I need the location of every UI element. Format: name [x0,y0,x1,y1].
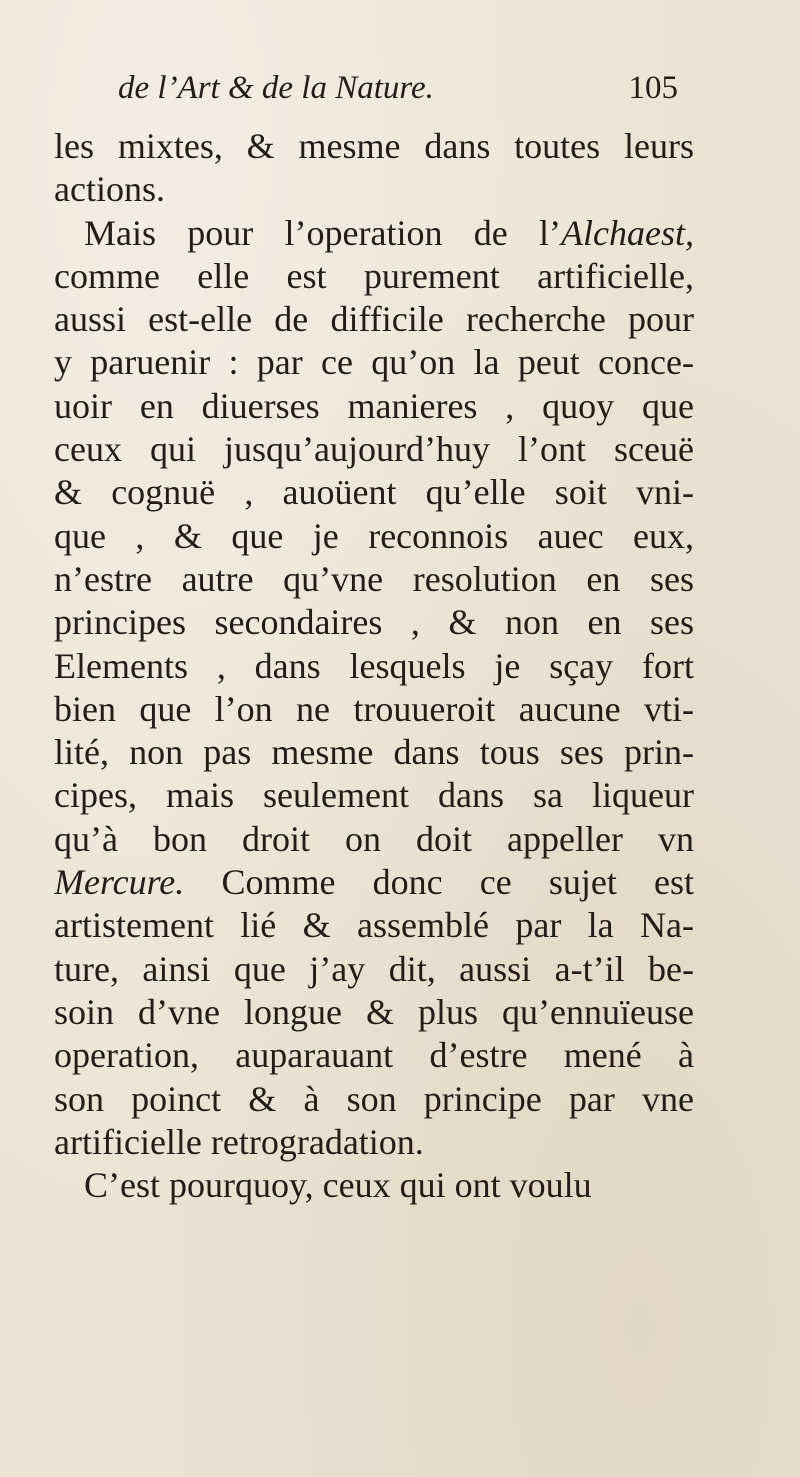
text-line: & cognuë , auoüent qu’elle soit vni- [54,472,694,513]
text-line: C’est pourquoy, ceux qui ont voulu [84,1165,592,1206]
text-line: uoir en diuerses manieres , quoy que [54,385,694,426]
text-line: bien que l’on ne trouueroit aucune vti- [54,688,694,729]
text-line: comme elle est purement artificielle, [54,255,694,296]
text-line: operation, auparauant d’estre mené à [54,1035,694,1076]
text-line: son poinct & à son principe par vne [54,1078,694,1119]
text-line: soin d’vne longue & plus qu’ennuïeuse [54,991,694,1032]
text-line: artistement lié & assemblé par la Na- [54,905,694,946]
text-line: actions. [54,169,165,210]
text-line: y paruenir : par ce qu’on la peut conce- [54,342,694,383]
page-number: 105 [628,70,678,106]
text-line: ture, ainsi que j’ay dit, aussi a-t’il be- [54,948,694,989]
text-line: qu’à bon droit on doit appeller vn [54,818,694,859]
text-fragment: Mais pour l’operation de l’ [84,212,562,253]
text-line: cipes, mais seulement dans sa liqueur [54,775,694,816]
text-line: lité, non pas mesme dans tous ses prin- [54,732,694,773]
text-line: principes secondaires , & non en ses [54,602,694,643]
italic-term-alchaest: Alchaest, [561,212,694,253]
text-line: les mixtes, & mesme dans toutes leurs [54,126,694,166]
body-text [54,125,694,1207]
italic-term-mercure: Mercure. [54,862,185,903]
text-line [54,861,694,904]
text-line: Elements , dans lesquels je sçay fort [54,645,694,686]
running-head-title: de l’Art & de la Nature. [118,70,434,106]
text-line: artificielle retrogradation. [54,1121,424,1162]
text-line: que , & que je reconnois auec eux, [54,515,694,556]
text-line: ceux qui jusqu’aujourd’huy l’ont sceuë [54,429,694,470]
running-head [118,70,678,114]
text-line: aussi est-elle de difficile recherche pour [54,299,694,340]
text-line [54,212,694,255]
text-line: n’estre autre qu’vne resolution en ses [54,558,694,599]
text-fragment: Comme donc ce sujet est [184,862,694,903]
